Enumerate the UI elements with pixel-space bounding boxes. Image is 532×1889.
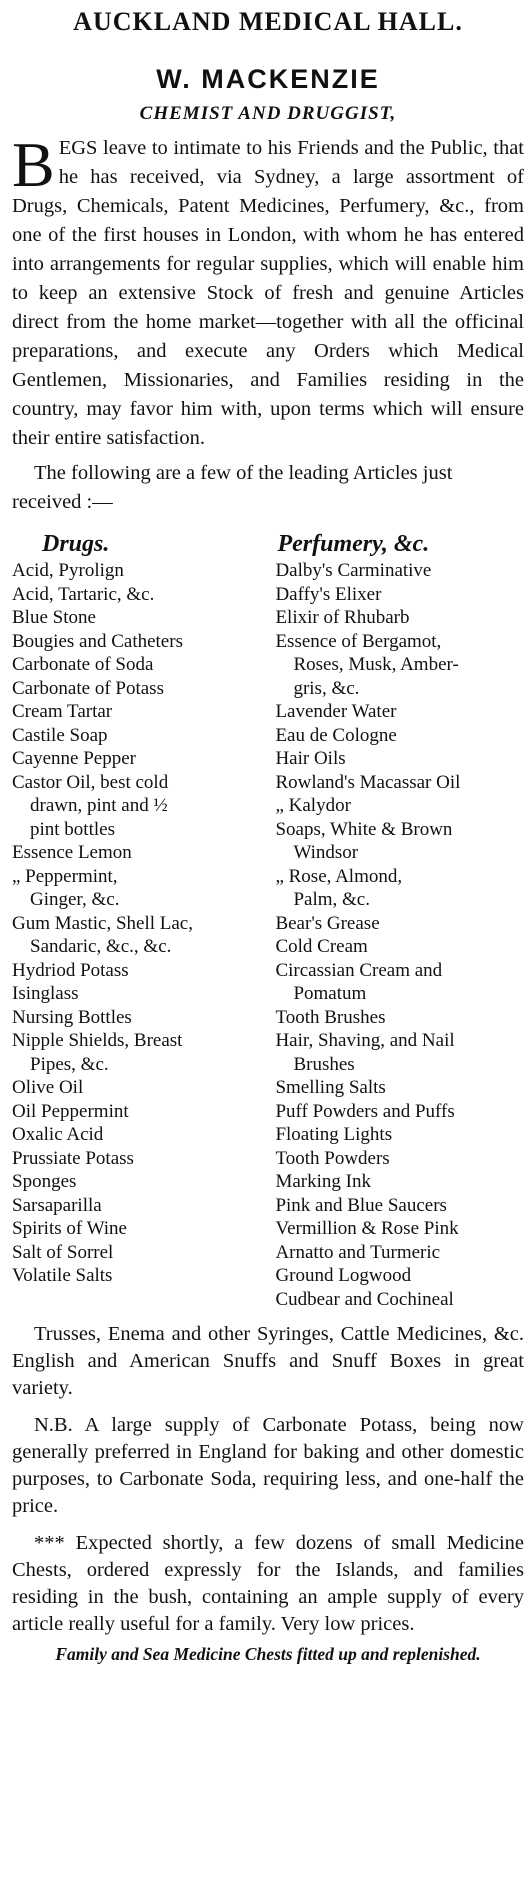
intro-text: EGS leave to intimate to his Friends and the Public, that he has received, via Sydney, a large assortment of Drugs, Chemicals, Patent Medicines, Perfumery, &c., from one of the first houses in London, with whom he has entered into arrangements for regular supplies, which will enable him to keep an extensive Stock of fresh and genuine Articles direct from the home market—together with all the officinal preparations, and execute any Orders which Medical Gentlemen, Missionaries, and Families residing in the country, may favor him with, upon terms which will ensure their entire satisfaction. (12, 137, 524, 449)
list-item (275, 1170, 524, 1194)
list-item-line: drawn, pint and ½ (30, 795, 168, 816)
list-item-line: Essence Lemon (12, 842, 132, 863)
list-item-line: Blue Stone (12, 607, 96, 628)
list-item (275, 1123, 524, 1147)
list-item (12, 747, 275, 771)
list-item (275, 559, 524, 583)
list-item (12, 1217, 275, 1241)
list-item-line: Pipes, &c. (30, 1053, 109, 1075)
list-item (275, 1147, 524, 1171)
list-item-line: Smelling Salts (275, 1077, 386, 1098)
list-item (12, 912, 275, 959)
list-item-line: „ Rose, Almond, (275, 865, 403, 887)
list-item (12, 583, 275, 607)
list-item (12, 700, 275, 724)
list-item (12, 771, 275, 842)
list-item-line: Isinglass (12, 983, 79, 1004)
list-item-line: Sarsaparilla (12, 1194, 102, 1216)
list-item-line: Castor Oil, best cold (12, 771, 169, 793)
lead-paragraph: The following are a few of the leading Articles just received :— (12, 462, 453, 513)
list-item-line: Arnatto and Turmeric (275, 1241, 441, 1263)
list-item (275, 1241, 524, 1265)
list-item-line: Ground Logwood (275, 1265, 412, 1286)
list-item (275, 818, 524, 865)
list-item (275, 912, 524, 936)
list-item-line: Puff Powders and Puffs (275, 1100, 455, 1122)
list-item-line: Carbonate of Soda (12, 654, 154, 675)
list-item-line: Pomatum (293, 983, 367, 1004)
list-item-line: Oil Peppermint (12, 1100, 129, 1122)
list-item-line: Cudbear and Cochineal (275, 1288, 454, 1310)
list-item-line: Bougies and Catheters (12, 630, 183, 652)
list-item-line: Windsor (293, 842, 359, 863)
list-item (275, 865, 524, 912)
list-item (12, 1194, 275, 1218)
list-item (12, 1147, 275, 1171)
list-item (275, 771, 524, 795)
list-item (12, 653, 275, 677)
list-item-line: Soaps, White & Brown (275, 818, 453, 840)
list-item (12, 841, 275, 865)
list-item (12, 1100, 275, 1124)
list-item-line: Acid, Pyrolign (12, 560, 124, 581)
list-item (275, 747, 524, 771)
list-item (12, 1076, 275, 1100)
list-item-line: Palm, &c. (293, 889, 370, 910)
drugs-list (12, 559, 275, 1288)
list-item-line: Ginger, &c. (30, 889, 120, 910)
list-item-line: Elixir of Rhubarb (275, 607, 410, 628)
list-item-line: Eau de Cologne (275, 724, 397, 746)
list-item (275, 606, 524, 630)
intro-paragraph (12, 129, 524, 453)
list-item-line: Sponges (12, 1171, 77, 1192)
list-item-line: Tooth Brushes (275, 1006, 386, 1028)
perfumery-list (275, 559, 524, 1311)
list-item (12, 630, 275, 654)
proprietor-name: W. MACKENZIE (156, 64, 380, 94)
list-item (12, 865, 275, 912)
drugs-column (12, 529, 275, 1311)
list-item (12, 606, 275, 630)
list-item (12, 1264, 275, 1288)
list-item-line: Pink and Blue Saucers (275, 1194, 447, 1216)
list-item-line: Spirits of Wine (12, 1218, 127, 1239)
list-item-line: Olive Oil (12, 1077, 84, 1098)
closing-line: Family and Sea Medicine Chests fitted up and replenished. (55, 1644, 481, 1664)
list-item (275, 700, 524, 724)
list-item-line: Carbonate of Potass (12, 677, 164, 699)
list-item-line: Oxalic Acid (12, 1124, 104, 1145)
list-item-line: Cream Tartar (12, 701, 113, 722)
list-item (12, 1170, 275, 1194)
list-item (275, 959, 524, 1006)
list-item-line: Hair, Shaving, and Nail (275, 1030, 455, 1051)
list-item-line: Vermillion & Rose Pink (275, 1218, 459, 1239)
masthead: AUCKLAND MEDICAL HALL. (73, 7, 463, 36)
list-item-line: Sandaric, &c., &c. (30, 936, 172, 957)
list-item-line: Prussiate Potass (12, 1147, 134, 1169)
list-item (275, 1076, 524, 1100)
list-item (275, 935, 524, 959)
list-item (12, 959, 275, 983)
trusses-paragraph: Trusses, Enema and other Syringes, Cattle Medicines, &c. English and American Snuffs and Snuff Boxes in great variety. (12, 1323, 524, 1399)
list-item (275, 724, 524, 748)
list-item-line: Salt of Sorrel (12, 1241, 114, 1263)
list-item-line: Daffy's Elixer (275, 583, 382, 605)
perfumery-heading: Perfumery, &c. (277, 531, 430, 557)
list-item (275, 1029, 524, 1076)
nb-paragraph: N.B. A large supply of Carbonate Potass, being now generally preferred in England for baking and other domestic purposes, to Carbonate Soda, requiring less, and one-half the price. (12, 1414, 524, 1517)
list-item-line: Rowland's Macassar Oil (275, 771, 461, 793)
list-item (275, 1100, 524, 1124)
list-item-line: gris, &c. (293, 677, 360, 699)
list-item-line: Gum Mastic, Shell Lac, (12, 912, 193, 934)
list-item-line: „ Peppermint, (12, 865, 118, 887)
list-item-line: Roses, Musk, Amber- (293, 654, 459, 675)
list-item-line: Brushes (293, 1053, 355, 1075)
list-item (12, 1123, 275, 1147)
list-item-line: Hair Oils (275, 748, 346, 769)
list-item (275, 1264, 524, 1288)
list-item-line: Volatile Salts (12, 1265, 113, 1286)
drop-cap: B (12, 129, 55, 200)
drugs-heading: Drugs. (42, 531, 110, 557)
list-item-line: Bear's Grease (275, 912, 380, 934)
list-item (12, 677, 275, 701)
list-item-line: Marking Ink (275, 1171, 371, 1192)
list-item (275, 583, 524, 607)
list-item (275, 630, 524, 701)
list-item-line: Nipple Shields, Breast (12, 1030, 183, 1051)
trade-title: CHEMIST AND DRUGGIST, (139, 103, 397, 124)
expected-paragraph: *** Expected shortly, a few dozens of small Medicine Chests, ordered expressly for the Islands, and families residing in the bush, containing an ample supply of every article really useful for a family. Very low prices. (12, 1532, 524, 1635)
list-item (12, 1006, 275, 1030)
list-item (275, 1217, 524, 1241)
list-item-line: Cold Cream (275, 936, 368, 957)
list-item (12, 559, 275, 583)
list-item-line: Nursing Bottles (12, 1006, 132, 1028)
list-item-line: Hydriod Potass (12, 959, 129, 981)
list-item (275, 1006, 524, 1030)
list-item-line: Cayenne Pepper (12, 748, 136, 769)
list-item-line: Essence of Bergamot, (275, 630, 442, 652)
list-item (275, 1288, 524, 1312)
list-item-line: Tooth Powders (275, 1147, 390, 1169)
list-item-line: Floating Lights (275, 1124, 393, 1145)
list-item (12, 1029, 275, 1076)
list-item (12, 982, 275, 1006)
list-item-line: „ Kalydor (275, 795, 351, 816)
list-item-line: Acid, Tartaric, &c. (12, 583, 155, 605)
list-item-line: Dalby's Carminative (275, 560, 432, 581)
perfumery-column (275, 529, 524, 1311)
list-item (12, 1241, 275, 1265)
list-item (275, 1194, 524, 1218)
list-item (12, 724, 275, 748)
list-item (275, 794, 524, 818)
list-item-line: Circassian Cream and (275, 959, 443, 981)
list-item-line: Castile Soap (12, 724, 108, 746)
list-item-line: Lavender Water (275, 701, 397, 722)
articles-columns (12, 529, 524, 1311)
list-item-line: pint bottles (30, 818, 115, 840)
